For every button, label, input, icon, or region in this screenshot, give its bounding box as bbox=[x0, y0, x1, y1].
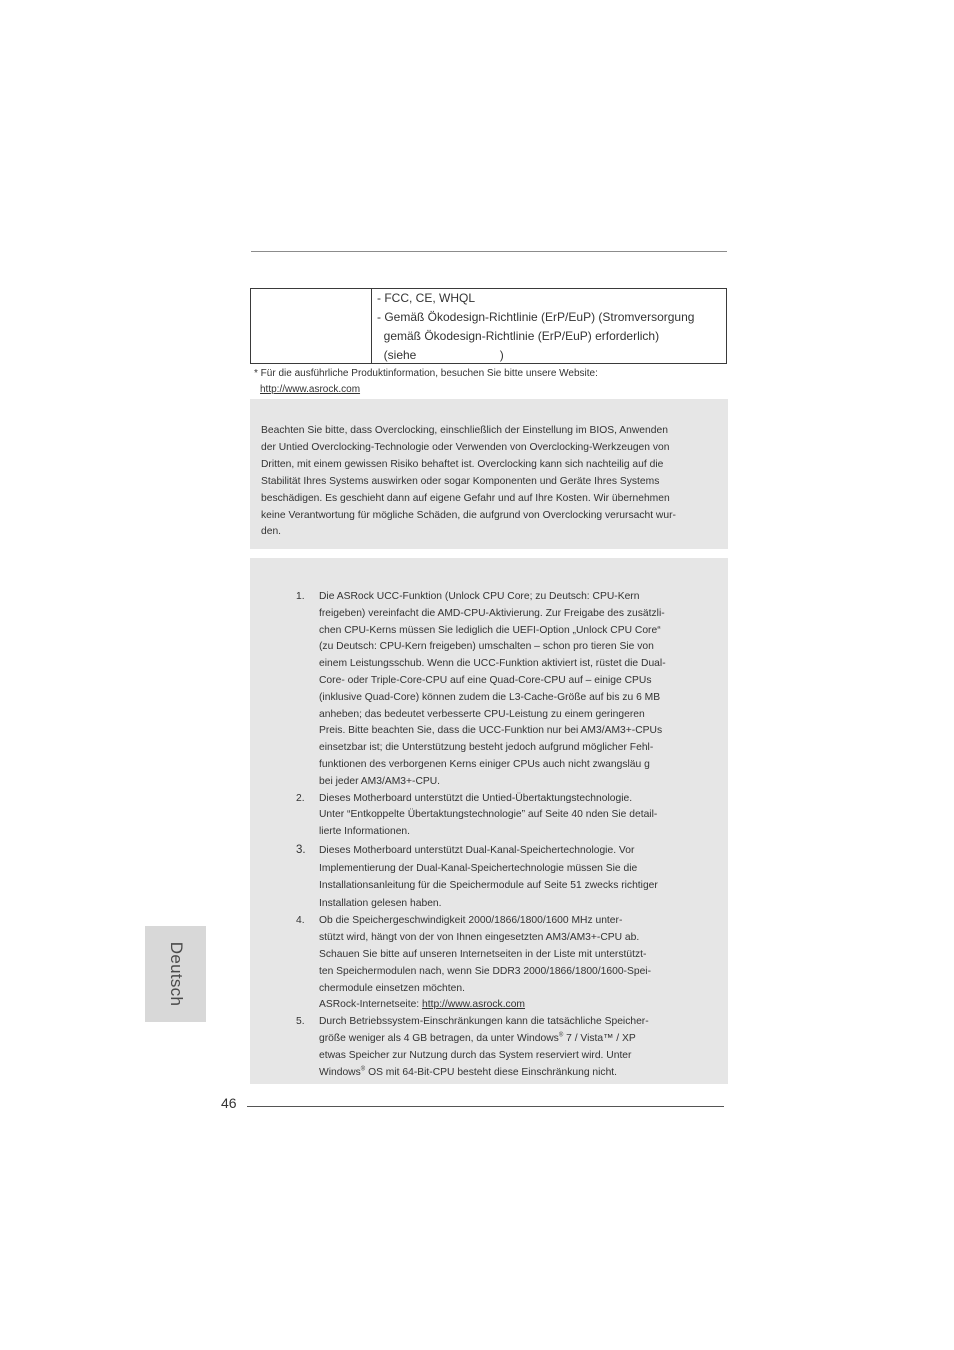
warning-line: den. bbox=[261, 526, 282, 538]
spec-line: - Gemäß Ökodesign-Richtlinie (ErP/EuP) (Stromversorgung bbox=[377, 310, 695, 324]
warning-line: Beachten Sie bitte, dass Overclocking, einschließlich der Einstellung im BIOS, Anwenden bbox=[261, 425, 668, 436]
note-line: Die ASRock UCC-Funktion (Unlock CPU Core; zu Deutsch: CPU-Kern bbox=[319, 591, 640, 602]
note-body bbox=[319, 842, 693, 912]
registered-mark: ® bbox=[558, 1032, 564, 1039]
note-number: 1. bbox=[296, 591, 305, 602]
spec-label-cell bbox=[251, 289, 372, 363]
note-item bbox=[250, 791, 728, 841]
note-line: chen CPU-Kerns müssen Sie lediglich die UEFI-Option „Unlock CPU Core“ bbox=[319, 624, 661, 636]
footnote-link[interactable]: http://www.asrock.com bbox=[260, 384, 361, 395]
note-line: anheben; das bedeutet verbesserte CPU-Leistung zu einem geringeren bbox=[319, 708, 645, 720]
language-label: Deutsch bbox=[166, 941, 186, 1007]
note-number: 3. bbox=[296, 843, 306, 856]
note-text: OS mit 64-Bit-CPU besteht diese Einschränkung nicht. bbox=[365, 1066, 618, 1078]
asrock-website-link[interactable]: http://www.asrock.com bbox=[422, 999, 526, 1011]
note-line: Dieses Motherboard unterstützt die Untied-Übertaktungstechnologie. bbox=[319, 792, 633, 804]
note-line: lierte Informationen. bbox=[319, 826, 411, 838]
note-item bbox=[250, 589, 728, 791]
spec-line: (siehe ) bbox=[377, 348, 504, 362]
note-item bbox=[250, 842, 728, 912]
note-line: Core- oder Triple-Core-CPU auf eine Quad-Core-CPU auf – einige CPUs bbox=[319, 674, 652, 686]
note-number: 4. bbox=[296, 915, 305, 927]
note-line: Ob die Speichergeschwindigkeit 2000/1866/1800/1600 MHz unter- bbox=[319, 915, 623, 927]
note-body bbox=[319, 791, 693, 841]
note-line: etwas Speicher zur Nutzung durch das System reserviert wird. Unter bbox=[319, 1049, 632, 1061]
language-side-tab bbox=[145, 926, 206, 1022]
footer-rule bbox=[247, 1106, 724, 1107]
note-link-line bbox=[319, 997, 693, 1014]
note-number: 2. bbox=[296, 792, 305, 804]
footnote bbox=[254, 366, 598, 398]
overclocking-warning-box bbox=[250, 399, 728, 549]
note-body bbox=[319, 913, 693, 1014]
warning-text bbox=[261, 423, 716, 541]
note-line: Installation gelesen haben. bbox=[319, 897, 442, 909]
note-line: Schauen Sie bitte auf unseren Internetseiten in der Liste mit unterstützt- bbox=[319, 948, 647, 960]
note-line bbox=[319, 1065, 693, 1082]
note-text: größe weniger als 4 GB betragen, da unter Windows bbox=[319, 1032, 559, 1044]
note-line: freigeben) vereinfacht die AMD-CPU-Aktivierung. Zur Freigabe des zusätzli- bbox=[319, 607, 665, 619]
note-line: Unter “Entkoppelte Übertaktungstechnologie” auf Seite 40 nden Sie detail- bbox=[319, 809, 658, 821]
warning-line: Stabilität Ihres Systems auswirken oder sogar Komponenten und Geräte Ihres Systems bbox=[261, 475, 660, 487]
note-line: Dieses Motherboard unterstützt Dual-Kanal-Speichertechnologie. Vor bbox=[319, 844, 635, 856]
note-line bbox=[319, 1031, 693, 1048]
note-item bbox=[250, 913, 728, 1014]
note-line: (inklusive Quad-Core) können zudem die L3-Cache-Größe auf bis zu 6 MB bbox=[319, 691, 661, 703]
link-prefix: ASRock-Internetseite: bbox=[319, 999, 423, 1011]
note-line: einem Leistungsschub. Wenn die UCC-Funktion aktiviert ist, rüstet die Dual- bbox=[319, 658, 666, 670]
note-number: 5. bbox=[296, 1016, 305, 1028]
spec-value-cell bbox=[377, 289, 720, 365]
notes-box bbox=[250, 558, 728, 1084]
warning-line: keine Verantwortung für mögliche Schäden, die aufgrund von Overclocking verursacht wur- bbox=[261, 509, 676, 521]
note-text: 7 / Vista™ / XP bbox=[563, 1032, 636, 1044]
registered-mark: ® bbox=[360, 1066, 366, 1073]
spec-line: gemäß Ökodesign-Richtlinie (ErP/EuP) erforderlich) bbox=[377, 329, 660, 343]
spec-line: - FCC, CE, WHQL bbox=[377, 291, 475, 305]
footnote-text: * Für die ausführliche Produktinformation, besuchen Sie bitte unsere Website: bbox=[254, 368, 598, 379]
note-line: ten Speichermodulen nach, wenn Sie DDR3 2000/1866/1800/1600-Spei- bbox=[319, 965, 652, 977]
spec-table bbox=[250, 288, 727, 364]
note-line: bei jeder AM3/AM3+-CPU. bbox=[319, 775, 441, 787]
note-body bbox=[319, 589, 693, 791]
note-text: Windows bbox=[319, 1066, 361, 1078]
note-line: (zu Deutsch: CPU-Kern freigeben) umschalten – schon pro tieren Sie von bbox=[319, 641, 654, 653]
note-line: einsetzbar ist; die Unterstützung besteht jedoch aufgrund möglicher Fehl- bbox=[319, 742, 654, 754]
note-line: Durch Betriebssystem-Einschränkungen kann die tatsächliche Speicher- bbox=[319, 1016, 649, 1028]
note-body bbox=[319, 1014, 693, 1081]
note-line: stützt wird, hängt von der von Ihnen eingesetzten AM3/AM3+-CPU ab. bbox=[319, 932, 640, 944]
warning-line: beschädigen. Es geschieht dann auf eigene Gefahr und auf Ihre Kosten. Wir übernehmen bbox=[261, 492, 670, 504]
note-line: Installationsanleitung für die Speichermodule auf Seite 51 zwecks richtiger bbox=[319, 880, 658, 892]
notes-list bbox=[250, 589, 728, 1081]
header-rule bbox=[251, 251, 727, 252]
page-number: 46 bbox=[221, 1095, 237, 1111]
warning-line: Dritten, mit einem gewissen Risiko behaftet ist. Overclocking kann sich nachteilig auf die bbox=[261, 458, 664, 470]
note-line: funktionen des verborgenen Kerns einiger CPUs auch nicht zwangsläu g bbox=[319, 758, 650, 770]
note-line: chermodule einsetzen möchten. bbox=[319, 982, 465, 994]
warning-line: der Untied Overclocking-Technologie oder Verwenden von Overclocking-Werkzeugen von bbox=[261, 441, 670, 453]
note-line: Preis. Bitte beachten Sie, dass die UCC-Funktion nur bei AM3/AM3+-CPUs bbox=[319, 725, 663, 737]
note-item bbox=[250, 1014, 728, 1081]
note-line: Implementierung der Dual-Kanal-Speichertechnologie müssen Sie die bbox=[319, 862, 638, 874]
